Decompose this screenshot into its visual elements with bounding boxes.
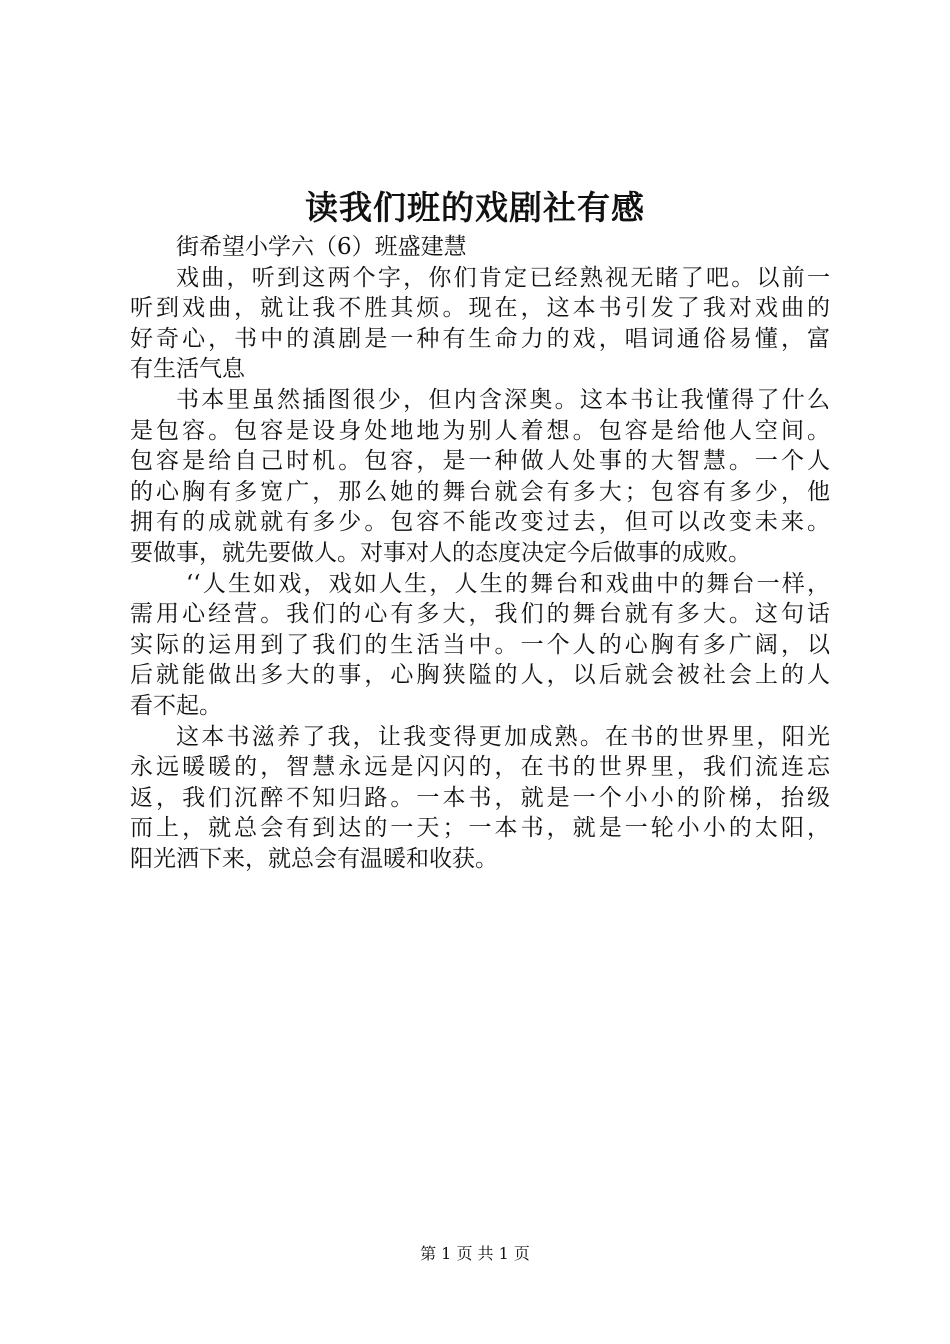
paragraph-4	[130, 722, 830, 875]
paragraph-line: 看不起。	[130, 692, 222, 719]
paragraph-2	[130, 385, 830, 569]
document-body	[130, 232, 830, 874]
paragraph-line: 听到戏曲，就让我不胜其烦。现在，这本书引发了我对戏曲的	[130, 295, 830, 322]
paragraph-line: 要做事，就先要做人。对事对人的态度决定今后做事的成败。	[130, 539, 751, 566]
paragraph-line: 的心胸有多宽广，那么她的舞台就会有多大；包容有多少，他	[130, 478, 830, 505]
paragraph-line: 永远暖暖的，智慧永远是闪闪的，在书的世界里，我们流连忘	[130, 754, 830, 781]
paragraph-line: 需用心经营。我们的心有多大，我们的舞台就有多大。这句话	[130, 601, 830, 628]
paragraph-line: 好奇心，书中的滇剧是一种有生命力的戏，唱词通俗易懂，富	[130, 325, 830, 352]
paragraph-line: 戏曲，听到这两个字，你们肯定已经熟视无睹了吧。以前一	[176, 264, 830, 291]
paragraph-line: ‘‘人生如戏，戏如人生，人生的舞台和戏曲中的舞台一样，	[186, 570, 830, 597]
paragraph-line: 是包容。包容是设身处地地为别人着想。包容是给他人空间。	[130, 417, 830, 444]
author-line: 街希望小学六（6）班盛建慧	[176, 234, 467, 260]
page-footer: 第 1 页 共 1 页	[420, 1244, 530, 1263]
paragraph-line: 实际的运用到了我们的生活当中。一个人的心胸有多广阔，以	[130, 631, 830, 658]
paragraph-line: 书本里虽然插图很少，但内含深奥。这本书让我懂得了什么	[176, 386, 830, 413]
paragraph-line: 包容是给自己时机。包容，是一种做人处事的大智慧。一个人	[130, 448, 830, 475]
paragraph-line: 拥有的成就就有多少。包容不能改变过去，但可以改变未来。	[130, 509, 830, 536]
paragraph-line: 阳光洒下来，就总会有温暖和收获。	[130, 845, 498, 872]
paragraph-line: 这本书滋养了我，让我变得更加成熟。在书的世界里，阳光	[176, 723, 830, 750]
paragraph-line: 返，我们沉醉不知归路。一本书，就是一个小小的阶梯，抬级	[130, 784, 830, 811]
paragraph-line: 而上，就总会有到达的一天；一本书，就是一轮小小的太阳，	[130, 815, 830, 842]
document-title: 读我们班的戏剧社有感	[305, 188, 645, 227]
paragraph-3	[130, 569, 830, 722]
paragraph-line: 有生活气息	[130, 356, 245, 383]
paragraph-1	[130, 263, 830, 385]
paragraph-line: 后就能做出多大的事，心胸狭隘的人，以后就会被社会上的人	[130, 662, 830, 689]
